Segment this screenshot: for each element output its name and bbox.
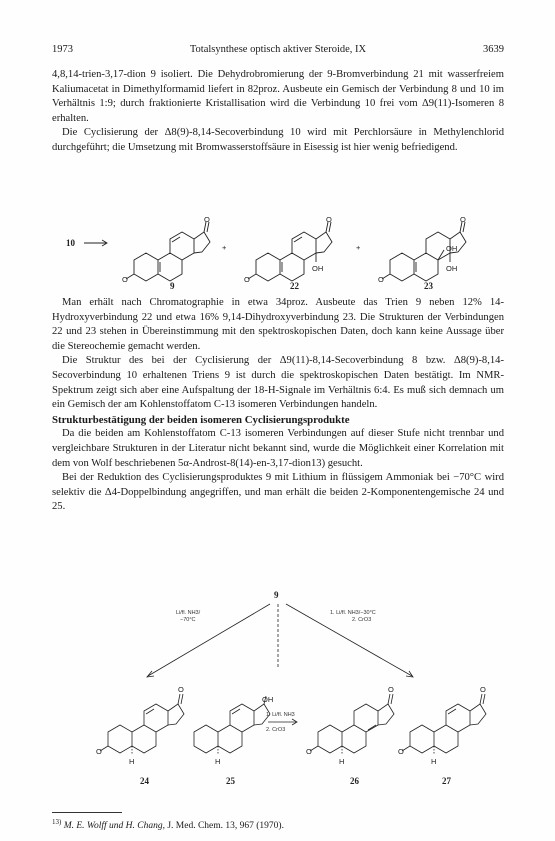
- ketone-o-24-17: O: [178, 685, 184, 694]
- section-heading: Strukturbestätigung der beiden isomeren Cyclisierungsprodukte: [52, 413, 350, 426]
- h-label-25: H: [215, 757, 221, 766]
- reagent-right-1: 1. Li/fl. NH3/−30°C: [330, 610, 376, 616]
- header-page-number: 3639: [483, 44, 504, 55]
- footnote-mark: 13): [52, 818, 62, 826]
- reagent-mid-1: 1. Li/fl. NH3: [266, 712, 295, 718]
- scheme-cyclisation: [52, 198, 504, 290]
- header-title: Totalsynthese optisch aktiver Steroide, IX: [189, 44, 367, 55]
- ketone-o-26-17: O: [388, 685, 394, 694]
- paragraph-5: Da die beiden am Kohlenstoffatom C-13 isomeren Verbindungen auf dieser Stufe nicht trennbar und vergleichbare Strukturen in der Literatur nicht bekannt sind, wurde die Möglichkeit einer Korrelation mit dem von Wolf beschriebenen 5α-Androst-8(14)-en-3,17-dion13) gesucht.: [52, 428, 504, 469]
- h-label-26: H: [339, 757, 345, 766]
- oh-23-9: OH: [446, 244, 458, 253]
- reagent-left-1: Li/fl. NH3/: [176, 610, 201, 616]
- ketone-o-22-17: O: [326, 215, 332, 224]
- plus-sign-2: +: [356, 243, 361, 252]
- oh-22: OH: [312, 264, 324, 273]
- steroid-structure-9: [126, 222, 210, 281]
- paragraph-2: Die Cyclisierung der Δ8(9)-8,14-Secoverbindung 10 wird mit Perchlorsäure in Methylenchlorid durchgeführt; die Umsetzung mit Bromwasserstoffsäure in Eisessig ist hier wenig befriedigend.: [52, 127, 504, 153]
- oh-23-14: OH: [446, 264, 458, 273]
- paragraph-3: Man erhält nach Chromatographie in etwa 34proz. Ausbeute das Trien 9 neben 12% 14-Hydroxyverbindung 22 und etwa 16% 9,14-Dihydroxyverbindung 23. Die Strukturen der Verbindungen 22 und 23 stehen in Übereinstimmung mit den spektroskopischen Daten, doch kann keine Aussage über die Stereochemie gemacht werden.: [52, 297, 504, 352]
- scheme2-start-label: 9: [274, 590, 279, 600]
- plus-sign-1: +: [222, 243, 227, 252]
- header-year: 1973: [52, 44, 73, 55]
- compound-label-9: 9: [170, 281, 175, 291]
- compound-label-24: 24: [140, 776, 149, 786]
- ketone-o-24: O: [96, 747, 102, 756]
- steroid-structure-27: [402, 694, 486, 754]
- reagent-left-2: −70°C: [180, 617, 196, 623]
- ketone-o-9: O: [122, 275, 128, 284]
- ketone-o-27: O: [398, 747, 404, 756]
- scheme1-start-label: 10: [66, 238, 75, 248]
- text-block-middle: [52, 296, 504, 515]
- steroid-structure-26: [310, 694, 394, 754]
- h-label-27: H: [431, 757, 437, 766]
- paragraph-1: 4,8,14-trien-3,17-dion 9 isoliert. Die Dehydrobromierung der 9-Bromverbindung 21 mit wasserfreiem Kaliumacetat in Dimethylformamid liefert in 82proz. Ausbeute ein Gemisch der Verbindung 8 und 10 im Verhältnis 1:9; durch fraktionierte Kristallisation wird die Verbindung 10 frei vom Δ9(11)-Isomeren 8 erhalten.: [52, 69, 504, 124]
- ketone-o-27-17: O: [480, 685, 486, 694]
- compound-label-25: 25: [226, 776, 235, 786]
- ketone-o-9-17: O: [204, 215, 210, 224]
- compound-label-27: 27: [442, 776, 451, 786]
- h-label-24: H: [129, 757, 135, 766]
- compound-label-23: 23: [424, 281, 433, 291]
- scheme-reduction: [52, 588, 504, 788]
- ketone-o-23-17: O: [460, 215, 466, 224]
- reagent-right-2: 2. CrO3: [352, 617, 372, 623]
- ketone-o-22: O: [244, 275, 250, 284]
- footnote-rule: [52, 812, 122, 813]
- paragraph-6: Bei der Reduktion des Cyclisierungsproduktes 9 mit Lithium in flüssigem Ammoniak bei −70°C wird selektiv die Δ4-Doppelbindung angegriffen, und man erhält die beiden 2-Komponentengemische 24 und 25.: [52, 472, 504, 513]
- footnote: [52, 818, 504, 831]
- ketone-o-23: O: [378, 275, 384, 284]
- steroid-structure-24: [100, 694, 184, 754]
- steroid-structure-25: [194, 696, 270, 754]
- reagent-mid-2: 2. CrO3: [266, 727, 286, 733]
- paragraph-4: Die Struktur des bei der Cyclisierung der Δ9(11)-8,14-Secoverbindung 8 bzw. Δ8(9)-8,14-Secoverbindung 10 erhaltenen Triens 9 ist durch die spektroskopischen Daten bestätigt. Im NMR-Spektrum zeigt sich aber eine Aufspaltung der 18-H-Signale im Verhältnis 6:4. Es muß sich demnach um ein Gemisch der am Kohlenstoffatom C-13 isomeren Verbindungen handeln.: [52, 355, 504, 411]
- footnote-authors: M. E. Wolff und H. Chang,: [63, 821, 165, 832]
- compound-label-22: 22: [290, 281, 299, 291]
- ketone-o-26: O: [306, 747, 312, 756]
- text-block-top: [52, 68, 504, 156]
- oh-25: OH: [262, 695, 274, 704]
- arrow-left: [148, 604, 270, 676]
- footnote-reference: J. Med. Chem. 13, 967 (1970).: [167, 821, 284, 832]
- compound-label-26: 26: [350, 776, 359, 786]
